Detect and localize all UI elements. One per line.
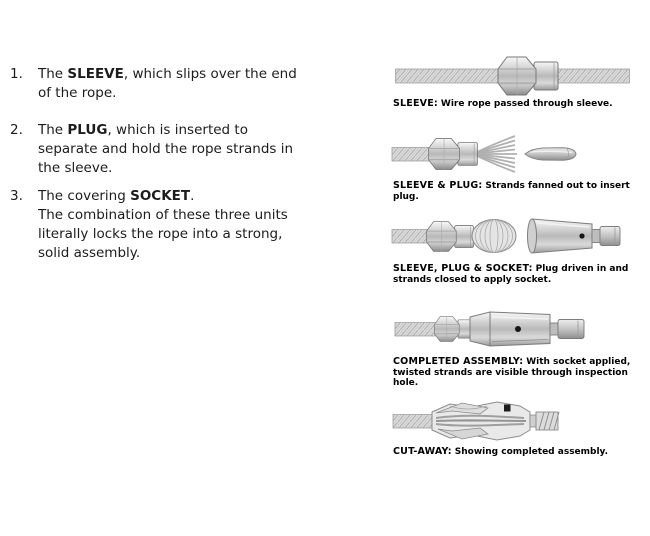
list-item-text: The SLEEVE, which slips over the end of the rope. xyxy=(38,66,297,101)
completed-assembly-illustration xyxy=(394,302,629,356)
figure-caption-sleeve-plug xyxy=(393,181,649,202)
list-item-sleeve xyxy=(10,65,355,103)
list-item-number: 1. xyxy=(10,66,23,82)
sleeve-and-plug-illustration xyxy=(391,128,626,180)
cut-away-illustration xyxy=(392,394,627,448)
list-item-plug xyxy=(10,121,355,178)
caption-text: Showing completed assembly. xyxy=(454,447,609,457)
figure-caption-completed-assembly xyxy=(393,357,649,389)
list-item-number: 3. xyxy=(10,188,23,204)
sleeve-fitting xyxy=(434,317,473,342)
socket-body xyxy=(470,312,584,346)
caption-label: SLEEVE, PLUG & SOCKET: xyxy=(393,263,533,274)
plug-part xyxy=(525,148,576,160)
caption-text: With socket applied, twisted strands are visible through inspection hole. xyxy=(393,357,631,388)
figure-caption-cut-away xyxy=(393,447,649,458)
sleeve-illustration xyxy=(395,54,630,98)
fanned-strands xyxy=(473,136,517,172)
caption-label: CUT-AWAY: xyxy=(393,446,452,457)
closed-strand-bulb xyxy=(472,220,516,253)
cut-away-body xyxy=(432,402,559,440)
inspection-hole xyxy=(515,326,521,332)
sleeve-fitting xyxy=(429,139,478,170)
figure-caption-sleeve xyxy=(393,99,649,110)
caption-text: Wire rope passed through sleeve. xyxy=(440,99,613,109)
wire-rope xyxy=(392,230,432,244)
figure-caption-sleeve-plug-socket xyxy=(393,264,649,285)
caption-label: SLEEVE & PLUG: xyxy=(393,180,483,191)
list-item-text: The covering SOCKET. The combination of these three units literally locks the rope into a strong, solid assembly. xyxy=(38,188,288,261)
caption-label: COMPLETED ASSEMBLY: xyxy=(393,356,524,367)
caption-text: Plug driven in and strands closed to apply socket. xyxy=(393,264,629,285)
caption-label: SLEEVE: xyxy=(393,98,438,109)
socket-part xyxy=(528,219,621,253)
cut-away-hole xyxy=(504,405,511,412)
sleeve-fitting xyxy=(427,222,474,252)
list-item-number: 2. xyxy=(10,122,23,138)
caption-text: Strands fanned out to insert plug. xyxy=(393,181,630,202)
list-item-socket xyxy=(10,187,355,263)
wire-rope xyxy=(395,323,437,337)
inspection-hole xyxy=(579,233,584,238)
sleeve-fitting xyxy=(498,57,558,95)
sleeve-plug-socket-illustration xyxy=(391,210,626,262)
list-item-text: The PLUG, which is inserted to separate and hold the rope strands in the sleeve. xyxy=(38,122,294,176)
